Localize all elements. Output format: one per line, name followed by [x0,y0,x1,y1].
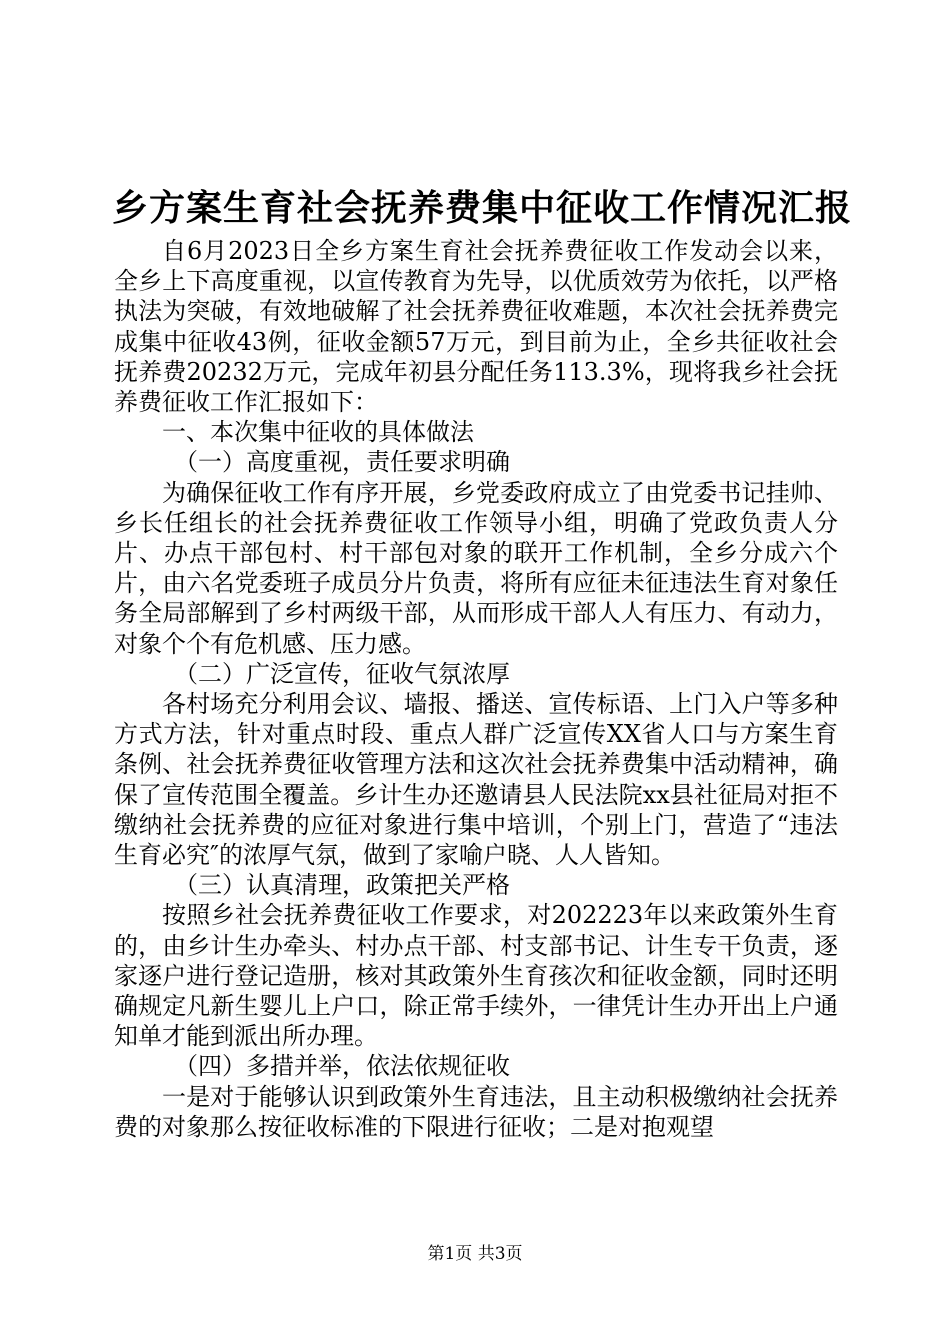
body-paragraph-3: 按照乡社会抚养费征收工作要求，对202223年以来政策外生育的，由乡计生办牵头、村办点干部、村支部书记、计生专干负责，逐家逐户进行登记造册，核对其政策外生育孩次和征收金额，同时还明确规定凡新生婴儿上户口，除正常手续外，一律凭计生办开出上户通知单才能到派出所办理。 [114,901,838,1051]
body-paragraph-4: 一是对于能够认识到政策外生育违法，且主动积极缴纳社会抚养费的对象那么按征收标准的下限进行征收；二是对抱观望 [114,1082,838,1141]
intro-paragraph: 自6月2023日全乡方案生育社会抚养费征收工作发动会以来，全乡上下高度重视，以宣传教育为先导，以优质效劳为依托，以严格执法为突破，有效地破解了社会抚养费征收难题，本次社会抚养费完成集中征收43例，征收金额57万元，到目前为止，全乡共征收社会抚养费20232万元，完成年初县分配任务113.3%，现将我乡社会抚养费征收工作汇报如下： [114,237,838,417]
section-heading-1: 一、本次集中征收的具体做法 [162,418,474,447]
subsection-heading-4: （四）多措并举，依法依规征收 [174,1052,510,1081]
subsection-heading-1: （一）高度重视，责任要求明确 [174,448,510,477]
document-body [114,236,838,1142]
subsection-heading-2: （二）广泛宣传，征收气氛浓厚 [174,659,510,688]
document-title: 乡方案生育社会抚养费集中征收工作情况汇报 [112,187,853,229]
body-paragraph-1: 为确保征收工作有序开展，乡党委政府成立了由党委书记挂帅、乡长任组长的社会抚养费征收工作领导小组，明确了党政负责人分片、办点干部包村、村干部包对象的联开工作机制，全乡分成六个片，由六名党委班子成员分片负责，将所有应征未征违法生育对象任务全局部解到了乡村两级干部，从而形成干部人人有压力、有动力，对象个个有危机感、压力感。 [114,478,838,658]
page-footer: 第1页 共3页 [427,1244,523,1264]
subsection-heading-3: （三）认真清理，政策把关严格 [174,871,510,900]
body-paragraph-2: 各村场充分利用会议、墙报、播送、宣传标语、上门入户等多种方式方法，针对重点时段、重点人群广泛宣传XX省人口与方案生育条例、社会抚养费征收管理方法和这次社会抚养费集中活动精神，确保了宣传范围全覆盖。乡计生办还邀请县人民法院xx县社征局对拒不缴纳社会抚养费的应征对象进行集中培训，个别上门，营造了“违法生育必究″的浓厚气氛，做到了家喻户晓、人人皆知。 [114,690,838,870]
